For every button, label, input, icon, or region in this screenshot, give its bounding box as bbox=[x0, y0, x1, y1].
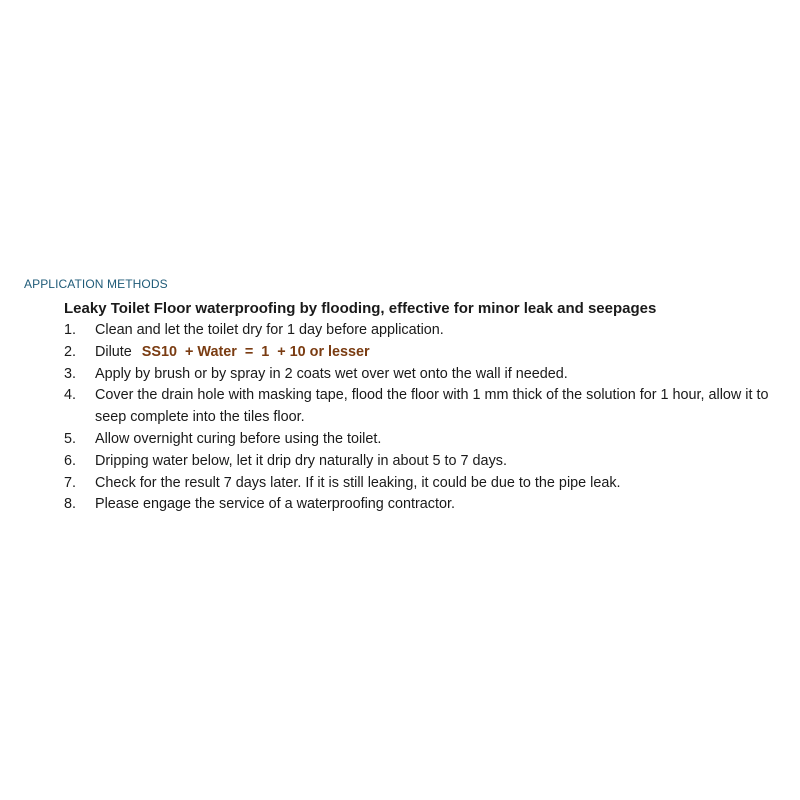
document bbox=[24, 276, 794, 516]
step-number: 3. bbox=[64, 365, 77, 382]
step-item bbox=[64, 342, 794, 364]
step-text: Check for the result 7 days later. If it is still leaking, it could be due to the pipe leak. bbox=[95, 474, 621, 491]
steps-list bbox=[24, 320, 794, 516]
step-text: Please engage the service of a waterproofing contractor. bbox=[95, 496, 455, 513]
step-text: Dripping water below, let it drip dry naturally in about 5 to 7 days. bbox=[95, 452, 507, 469]
step-item bbox=[64, 473, 794, 495]
step-item bbox=[64, 385, 794, 429]
step-number: 8. bbox=[64, 496, 77, 513]
step-number: 7. bbox=[64, 474, 77, 491]
step-item bbox=[64, 451, 794, 473]
step-number: 6. bbox=[64, 452, 77, 469]
step-text: Cover the drain hole with masking tape, flood the floor with 1 mm thick of the solution for 1 hour, allow it to seep complete into the tiles floor. bbox=[95, 387, 769, 426]
step-text: Dilute bbox=[95, 343, 132, 360]
document-subtitle: Leaky Toilet Floor waterproofing by flooding, effective for minor leak and seepages bbox=[64, 300, 657, 317]
step-item bbox=[64, 364, 794, 386]
step-number: 2. bbox=[64, 343, 77, 360]
step-text: Allow overnight curing before using the toilet. bbox=[95, 430, 382, 447]
step-text: Apply by brush or by spray in 2 coats wet over wet onto the wall if needed. bbox=[95, 365, 568, 382]
step-item bbox=[64, 429, 794, 451]
dilution-formula: SS10 + Water = 1 + 10 or lesser bbox=[141, 343, 370, 360]
step-item bbox=[64, 494, 794, 516]
step-number: 4. bbox=[64, 387, 77, 404]
step-number: 5. bbox=[64, 430, 77, 447]
step-item bbox=[64, 320, 794, 342]
step-text: Clean and let the toilet dry for 1 day before application. bbox=[95, 322, 444, 338]
section-heading: APPLICATION METHODS bbox=[24, 277, 168, 291]
step-number: 1. bbox=[64, 322, 77, 338]
